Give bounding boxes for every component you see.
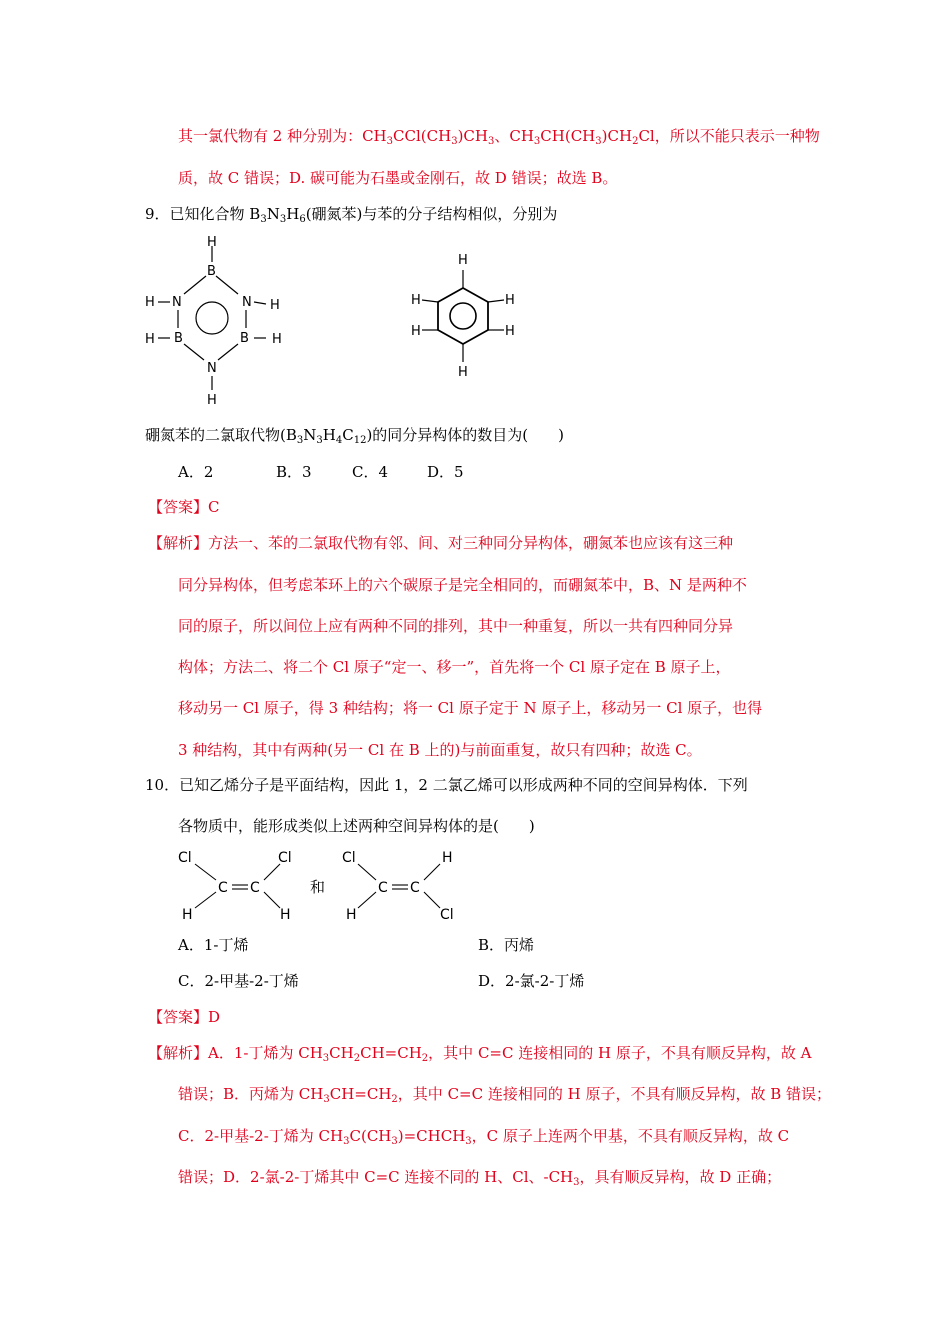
atom-label-n: N: [242, 295, 252, 310]
atom-label-h: H: [182, 907, 193, 923]
subscript: 3: [465, 1136, 472, 1147]
text-segment: 硼氮苯的二氯取代物(B: [145, 426, 297, 444]
subscript: 3: [533, 136, 541, 147]
answer-tag: 【答案】: [148, 1008, 209, 1026]
subscript: 2: [353, 1053, 361, 1064]
analysis-line: 构体；方法二、将二个 Cl 原子“定一、移一”，首先将一个 Cl 原子定在 B 原子上，: [178, 658, 731, 676]
answer-value: C: [208, 498, 220, 516]
text-segment: CH=CH: [329, 1085, 392, 1103]
analysis-tag: 【解析】: [148, 534, 209, 552]
atom-label-h: H: [411, 293, 421, 308]
text-segment: N: [266, 205, 280, 223]
answer-line: [148, 496, 220, 518]
question-9-question: [145, 424, 564, 446]
atom-label-h: H: [346, 907, 357, 923]
subscript: 3: [322, 1053, 330, 1064]
text-segment: CH=CH: [360, 1044, 422, 1062]
text-segment: 其一氯代物有 2 种分别为：CH: [178, 127, 387, 145]
text-segment: ，具有顺反异构，故 D 正确；: [579, 1168, 782, 1186]
and-label: 和: [310, 878, 326, 896]
text-segment: 错误；B．丙烯为 CH: [178, 1085, 324, 1103]
analysis-line: 移动另一 Cl 原子，得 3 种结构；将一 Cl 原子定于 N 原子上，移动另一 Cl 原子，也得: [178, 699, 763, 717]
text-segment: H: [286, 205, 300, 223]
atom-label-b: B: [207, 264, 216, 279]
atom-label-c: C: [410, 880, 420, 896]
analysis-tag: 【解析】: [148, 1044, 209, 1062]
option-d: D．2-氯-2-丁烯: [478, 972, 585, 990]
analysis-line: 同的原子，所以间位上应有两种不同的排列，其中一种重复，所以一共有四种同分异: [178, 617, 734, 635]
option-c: C．4: [352, 463, 389, 481]
atom-label-h: H: [458, 365, 468, 380]
text-segment: CCl(CH: [393, 127, 452, 145]
subscript: 12: [353, 435, 367, 446]
subscript: 3: [323, 1094, 330, 1105]
atom-label-cl: Cl: [440, 907, 454, 923]
atom-label-h: H: [411, 324, 421, 339]
atom-label-h: H: [207, 393, 217, 408]
option-a: A．1-丁烯: [178, 936, 249, 954]
analysis-line: [178, 1125, 789, 1147]
analysis-line: [178, 1166, 781, 1188]
atom-label-cl: Cl: [178, 850, 192, 866]
text-line: [178, 125, 820, 147]
option-a: A．2: [178, 463, 214, 481]
atom-label-b: B: [174, 331, 183, 346]
atom-label-n: N: [207, 361, 217, 376]
atom-label-cl: Cl: [342, 850, 356, 866]
atom-label-cl: Cl: [278, 850, 292, 866]
atom-label-h: H: [145, 295, 155, 310]
text-segment: )的同分异构体的数目为( ): [366, 426, 565, 444]
option-b: B．丙烯: [478, 936, 535, 954]
text-segment: )=CHCH: [397, 1127, 466, 1145]
question-10-stem: 10．已知乙烯分子是平面结构，因此 1，2 二氯乙烯可以形成两种不同的空间异构体．下列: [145, 776, 748, 794]
atom-label-h: H: [280, 907, 291, 923]
subscript: 3: [451, 136, 458, 147]
atom-label-b: B: [240, 331, 249, 346]
text-segment: C: [342, 426, 354, 444]
atom-label-h: H: [442, 850, 453, 866]
analysis-text: 方法一、苯的二氯取代物有邻、间、对三种同分异构体，硼氮苯也应该有这三种: [208, 534, 734, 552]
text-segment: 错误；D．2-氯-2-丁烯其中 C=C 连接不同的 H、Cl、-CH: [178, 1168, 574, 1186]
subscript: 3: [260, 214, 267, 225]
subscript: 3: [595, 136, 602, 147]
analysis-line: [148, 532, 733, 554]
answer-tag: 【答案】: [148, 498, 209, 516]
subscript: 2: [632, 136, 639, 147]
text-line: 质，故 C 错误；D. 碳可能为石墨或金刚石，故 D 错误；故选 B。: [178, 169, 618, 187]
text-segment: ，其中 C=C 连接相同的 H 原子，不具有顺反异构，故 B 错误；: [397, 1085, 832, 1103]
borazine-structure: [140, 232, 300, 412]
text-segment: CH: [329, 1044, 354, 1062]
text-segment: C．2-甲基-2-丁烯为 CH: [178, 1127, 344, 1145]
atom-label-c: C: [378, 880, 388, 896]
atom-label-h: H: [207, 235, 217, 250]
text-segment: A．1-丁烯为 CH: [208, 1044, 323, 1062]
atom-label-h: H: [458, 253, 468, 268]
atom-label-c: C: [250, 880, 260, 896]
question-9-stem: [145, 203, 557, 225]
atom-label-h: H: [505, 293, 515, 308]
atom-label-c: C: [218, 880, 228, 896]
subscript: 4: [335, 435, 343, 446]
question-10-stem: 各物质中，能形成类似上述两种空间异构体的是( ): [178, 817, 535, 835]
text-segment: 、CH: [494, 127, 534, 145]
text-segment: )CH: [457, 127, 488, 145]
atom-label-h: H: [145, 332, 155, 347]
text-segment: 9．已知化合物 B: [145, 205, 261, 223]
option-c: C．2-甲基-2-丁烯: [178, 972, 299, 990]
analysis-line: [148, 1042, 811, 1064]
subscript: 6: [299, 214, 306, 225]
subscript: 3: [391, 1136, 398, 1147]
text-segment: N: [303, 426, 317, 444]
analysis-line: 同分异构体，但考虑苯环上的六个碳原子是完全相同的，而硼氮苯中，B、N 是两种不: [178, 576, 747, 594]
subscript: 3: [343, 1136, 350, 1147]
subscript: 3: [296, 435, 304, 446]
option-b: B．3: [276, 463, 312, 481]
benzene-structure: [408, 248, 523, 383]
subscript: 3: [487, 136, 495, 147]
text-segment: )CH: [601, 127, 633, 145]
answer-line: [148, 1006, 220, 1028]
text-segment: CH(CH: [540, 127, 596, 145]
atom-label-h: H: [270, 298, 280, 313]
text-segment: C(CH: [349, 1127, 392, 1145]
analysis-line: [178, 1083, 831, 1105]
subscript: 3: [386, 136, 394, 147]
atom-label-n: N: [172, 295, 182, 310]
subscript: 3: [573, 1177, 580, 1188]
dichloroethene-isomers-figure: [170, 844, 470, 924]
subscript: 3: [316, 435, 323, 446]
option-d: D．5: [427, 463, 464, 481]
text-segment: (硼氮苯)与苯的分子结构相似，分别为: [305, 205, 558, 223]
subscript: 2: [421, 1053, 429, 1064]
atom-label-h: H: [505, 324, 515, 339]
text-segment: ，C 原子上连两个甲基，不具有顺反异构，故 C: [471, 1127, 790, 1145]
text-segment: Cl，所以不能只表示一种物: [638, 127, 820, 145]
subscript: 2: [391, 1094, 398, 1105]
text-segment: ，其中 C=C 连接相同的 H 原子，不具有顺反异构，故 A: [428, 1044, 812, 1062]
subscript: 3: [279, 214, 287, 225]
answer-value: D: [208, 1008, 221, 1026]
text-segment: H: [322, 426, 336, 444]
analysis-line: 3 种结构，其中有两种(另一 Cl 在 B 上的)与前面重复，故只有四种；故选 C。: [178, 741, 702, 759]
atom-label-h: H: [272, 332, 282, 347]
